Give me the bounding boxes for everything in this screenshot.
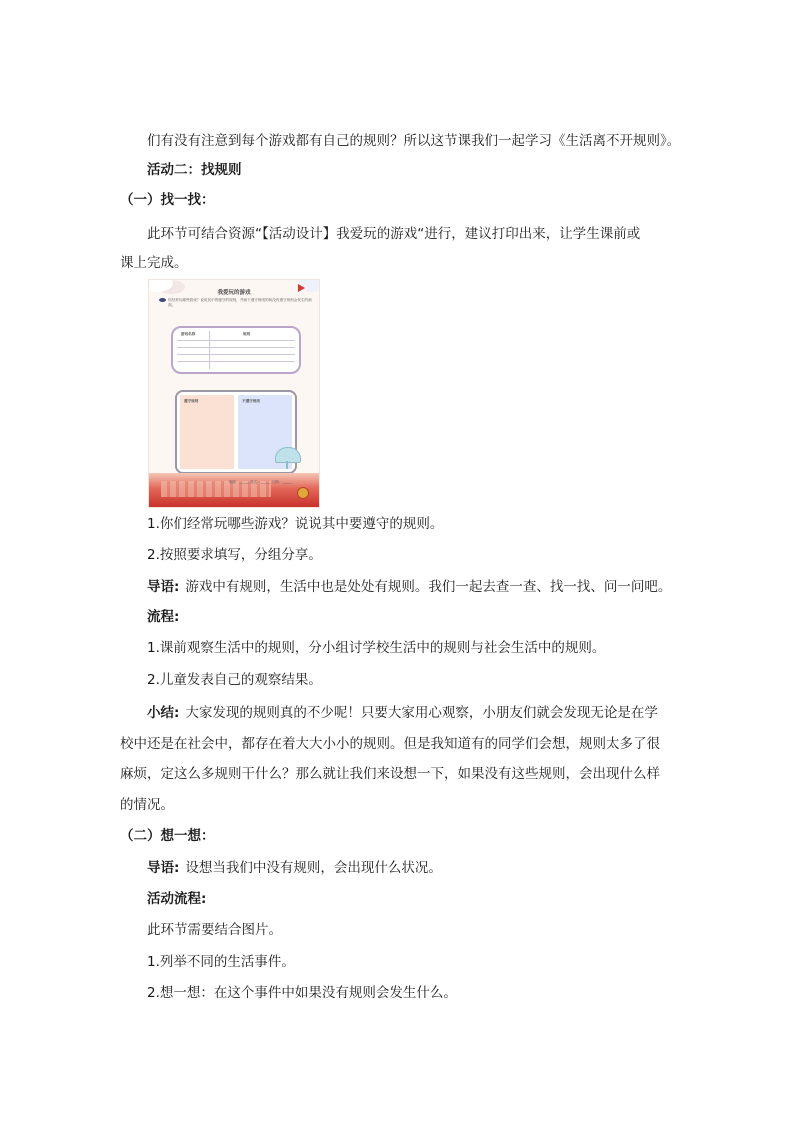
fan-icon xyxy=(275,447,301,463)
col-follow-rule: 遵守规则 xyxy=(184,399,199,403)
paragraph-intro-end: 们有没有注意到每个游戏都有自己的规则？所以这节课我们一起学习《生活离不开规则》。 xyxy=(147,133,681,149)
step-1: 1.列举不同的生活事件。 xyxy=(147,954,295,970)
heading-section-2: （二）想一想： xyxy=(120,828,215,844)
col-rule: 规则 xyxy=(243,332,251,336)
summary-line-1 xyxy=(147,703,658,723)
worksheet-game-table xyxy=(171,326,301,374)
worksheet-title: 我爱玩的游戏 xyxy=(217,290,251,296)
step-2: 2.想一想：在这个事件中如果没有规则会发生什么。 xyxy=(147,985,457,1001)
question-2: 2.按照要求填写，分组分享。 xyxy=(147,547,322,563)
col-game-name: 游戏名称 xyxy=(181,332,196,336)
question-1: 1.你们经常玩哪些游戏？说说其中要遵守的规则。 xyxy=(147,516,444,532)
worksheet-sign-line: 班级：______ 姓名：______ 日期：______ xyxy=(229,480,293,484)
summary-label: 小结: xyxy=(147,705,180,721)
summary-text: 大家发现的规则真的不少呢！只要大家用心观察，小朋友们就会发现无论是在学 xyxy=(185,705,658,721)
flow-step-2: 2.儿童发表自己的观察结果。 xyxy=(147,672,322,688)
guide-label: 导语: xyxy=(147,579,180,595)
worksheet-instruction: 你经常玩哪些游戏？说说其中的遵守的规则，并画下遵守规则的和没有遵守规则会发生的画面。 xyxy=(168,298,312,307)
col-break-rule: 不遵守规则 xyxy=(242,399,260,403)
flow-step-1: 1.课前观察生活中的规则，分小组讨学校生活中的规则与社会生活中的规则。 xyxy=(147,640,606,656)
picture-note: 此环节需要结合图片。 xyxy=(147,922,282,938)
heading-activity-2: 活动二：找规则 xyxy=(147,162,242,178)
guide-paragraph-1 xyxy=(147,577,671,597)
paragraph-resource-line-1: 此环节可结合资源“【活动设计】我爱玩的游戏“进行，建议打印出来，让学生课前或 xyxy=(147,226,641,242)
guide-label: 导语: xyxy=(147,860,180,876)
summary-line-3: 麻烦，定这么多规则干什么？那么就让我们来设想一下，如果没有这些规则，会出现什么样 xyxy=(120,766,660,782)
flow-label: 流程: xyxy=(147,609,180,625)
guide-text: 设想当我们中没有规则，会出现什么状况。 xyxy=(185,860,442,876)
emblem-icon xyxy=(297,487,309,499)
heading-section-1: （一）找一找： xyxy=(120,192,215,208)
guide-paragraph-2 xyxy=(147,858,442,878)
worksheet-image xyxy=(148,279,320,508)
summary-line-2: 校中还是在社会中，都存在着大大小小的规则。但是我知道有的同学们会想，规则太多了很 xyxy=(120,736,660,752)
paragraph-resource-line-2: 课上完成。 xyxy=(120,255,188,271)
activity-flow-label: 活动流程: xyxy=(147,891,207,907)
guide-text: 游戏中有规则，生活中也是处处有规则。我们一起去查一查、找一找、问一问吧。 xyxy=(185,579,672,595)
follow-rule-panel xyxy=(180,395,234,469)
summary-line-4: 的情况。 xyxy=(120,797,174,813)
